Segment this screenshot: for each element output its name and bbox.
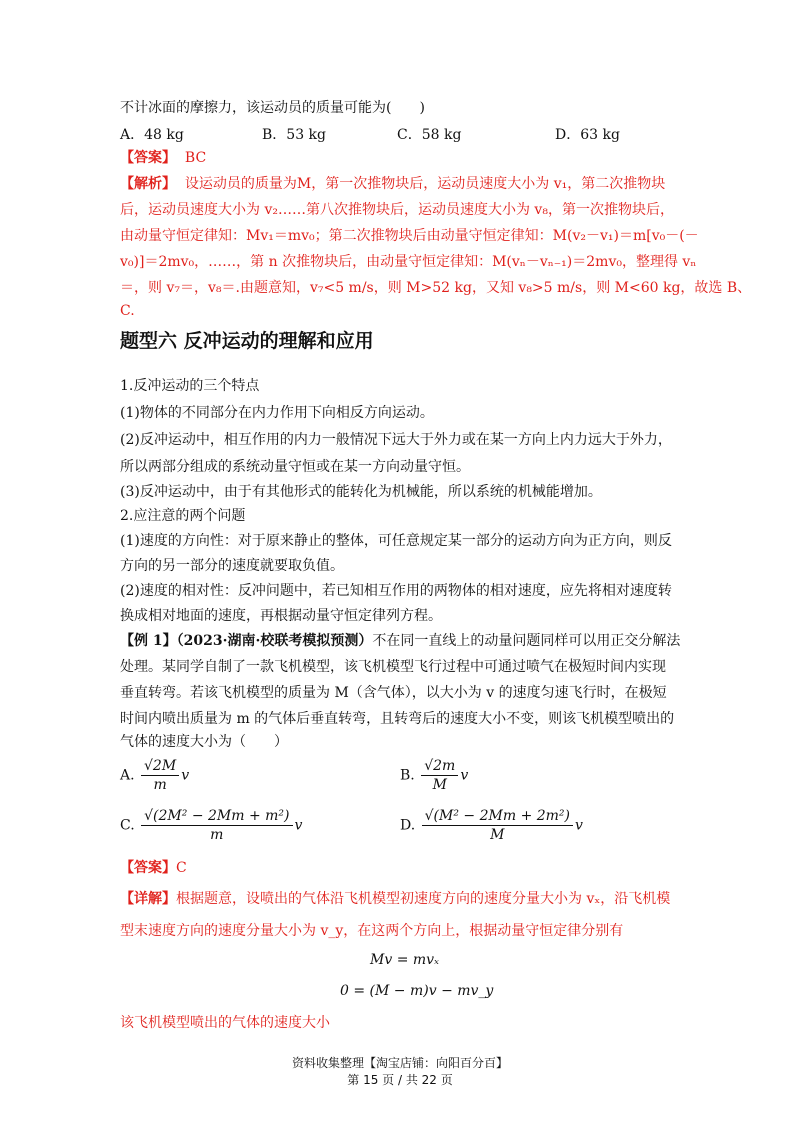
fraction: $\frac{\text{√(M² − 2Mm + 2m²)}}{M}$	[422, 807, 573, 844]
body-line: (3)反冲运动中，由于有其他形式的能转化为机械能，所以系统的机械能增加。	[120, 484, 602, 500]
example-line-4: 气体的速度大小为（ ）	[120, 734, 288, 750]
answer-tag: 【答案】	[120, 150, 176, 166]
q1-option-d: D．63 kg	[555, 127, 620, 143]
fraction: $\frac{√2M}{m}$	[141, 757, 179, 794]
detail-text: 根据题意，设喷出的气体沿飞机模型初速度方向的速度分量大小为 vₓ，沿飞机模	[176, 891, 671, 907]
q1-answer	[120, 147, 206, 169]
q1-option-b: B．53 kg	[262, 127, 326, 143]
answer-text: C	[176, 860, 187, 876]
equation-1: Mv = mvₓ	[370, 952, 440, 968]
q1-analysis-line-5: C.	[120, 303, 135, 319]
q1-analysis-line-0	[120, 173, 665, 195]
example-line-0	[120, 630, 680, 652]
analysis-text: 设运动员的质量为M，第一次推物块后，运动员速度大小为 v₁，第二次推物块	[184, 176, 666, 192]
q1-analysis-line-3: v₀)]＝2mv₀，……，第 n 次推物块后，由动量守恒定律知：M(vₙ－vₙ₋₁)＝2mv₀，整理得 vₙ	[120, 254, 697, 270]
option-label: B.	[400, 767, 415, 784]
ex-detail-line-0	[120, 888, 670, 910]
answer-tag: 【答案】	[120, 860, 176, 876]
q1-option-c: C．58 kg	[397, 127, 462, 143]
example-text: 不在同一直线上的动量问题同样可以用正交分解法	[372, 633, 681, 649]
example-tag: 【例 1】	[120, 633, 177, 649]
body-line: (2)速度的相对性：反冲问题中，若已知相互作用的两物体的相对速度，应先将相对速度转	[120, 583, 672, 599]
ex-option-c: C. $\frac{\text{√(2M² − 2Mm + m²)}}{m}$ v	[120, 808, 303, 843]
body-line: 2.应注意的两个问题	[120, 508, 246, 524]
body-line: 换成相对地面的速度，再根据动量守恒定律列方程。	[120, 608, 442, 624]
q1-option-a: A．48 kg	[120, 127, 184, 143]
option-label: A.	[120, 767, 135, 784]
section-title: 题型六 反冲运动的理解和应用	[120, 330, 374, 352]
body-line: 所以两部分组成的系统动量守恒或在某一方向动量守恒。	[120, 459, 470, 475]
q1-analysis-line-1: 后，运动员速度大小为 v₂……第八次推物块后，运动员速度大小为 v₈，第一次推物块后，	[120, 202, 674, 218]
example-source: （2023·湖南·校联考模拟预测）	[176, 633, 373, 649]
example-line-1: 处理。某同学自制了一款飞机模型，该飞机模型飞行过程中可通过喷气在极短时间内实现	[120, 659, 666, 675]
q1-analysis-line-4: ＝，则 v₇＝，v₈＝.由题意知，v₇<5 m/s，则 M>52 kg，又知 v₈>5 m/s，则 M<60 kg，故选 B、	[120, 280, 752, 296]
ex-option-a: A. $\frac{√2M}{m}$ v	[120, 758, 190, 793]
body-line: 方向的另一部分的速度就要取负值。	[120, 558, 344, 574]
detail-tag: 【详解】	[120, 891, 176, 907]
body-line: (1)速度的方向性：对于原来静止的整体，可任意规定某一部分的运动方向为正方向，则反	[120, 533, 672, 549]
example-line-2: 垂直转弯。若该飞机模型的质量为 M（含气体），以大小为 v 的速度匀速飞行时，在极短	[120, 685, 667, 701]
fraction: $\frac{\text{√(2M² − 2Mm + m²)}}{m}$	[141, 807, 292, 844]
q1-analysis-line-2: 由动量守恒定律知：Mv₁＝mv₀；第二次推物块后由动量守恒定律知：M(v₂－v₁)＝m[v₀－(－	[120, 228, 699, 244]
footer-source: 资料收集整理【淘宝店铺：向阳百分百】	[291, 1056, 508, 1070]
body-line: 1.反冲运动的三个特点	[120, 378, 260, 394]
answer-text: BC	[184, 150, 207, 166]
ex-option-d: D. $\frac{\text{√(M² − 2Mm + 2m²)}}{M}$ v	[400, 808, 583, 843]
footer-page-number: 第 15 页 / 共 22 页	[347, 1073, 453, 1087]
ex-option-b: B. $\frac{√2m}{M}$ v	[400, 758, 469, 793]
ex-detail-line-1: 型末速度方向的速度分量大小为 v_y，在这两个方向上，根据动量守恒定律分别有	[120, 923, 624, 939]
example-line-3: 时间内喷出质量为 m 的气体后垂直转弯，且转弯后的速度大小不变，则该飞机模型喷出的	[120, 711, 675, 727]
equation-2: 0 = (M − m)v − mv_y	[340, 983, 494, 999]
fraction: $\frac{√2m}{M}$	[421, 757, 458, 794]
body-line: (1)物体的不同部分在内力作用下向相反方向运动。	[120, 405, 434, 421]
analysis-tag: 【解析】	[120, 176, 176, 192]
option-label: D.	[400, 817, 416, 834]
intro-line: 不计冰面的摩擦力，该运动员的质量可能为( )	[120, 100, 425, 116]
ex-answer	[120, 857, 187, 879]
body-line: (2)反冲运动中，相互作用的内力一般情况下远大于外力或在某一方向上内力远大于外力，	[120, 432, 672, 448]
final-line: 该飞机模型喷出的气体的速度大小	[120, 1015, 330, 1031]
option-label: C.	[120, 817, 135, 834]
